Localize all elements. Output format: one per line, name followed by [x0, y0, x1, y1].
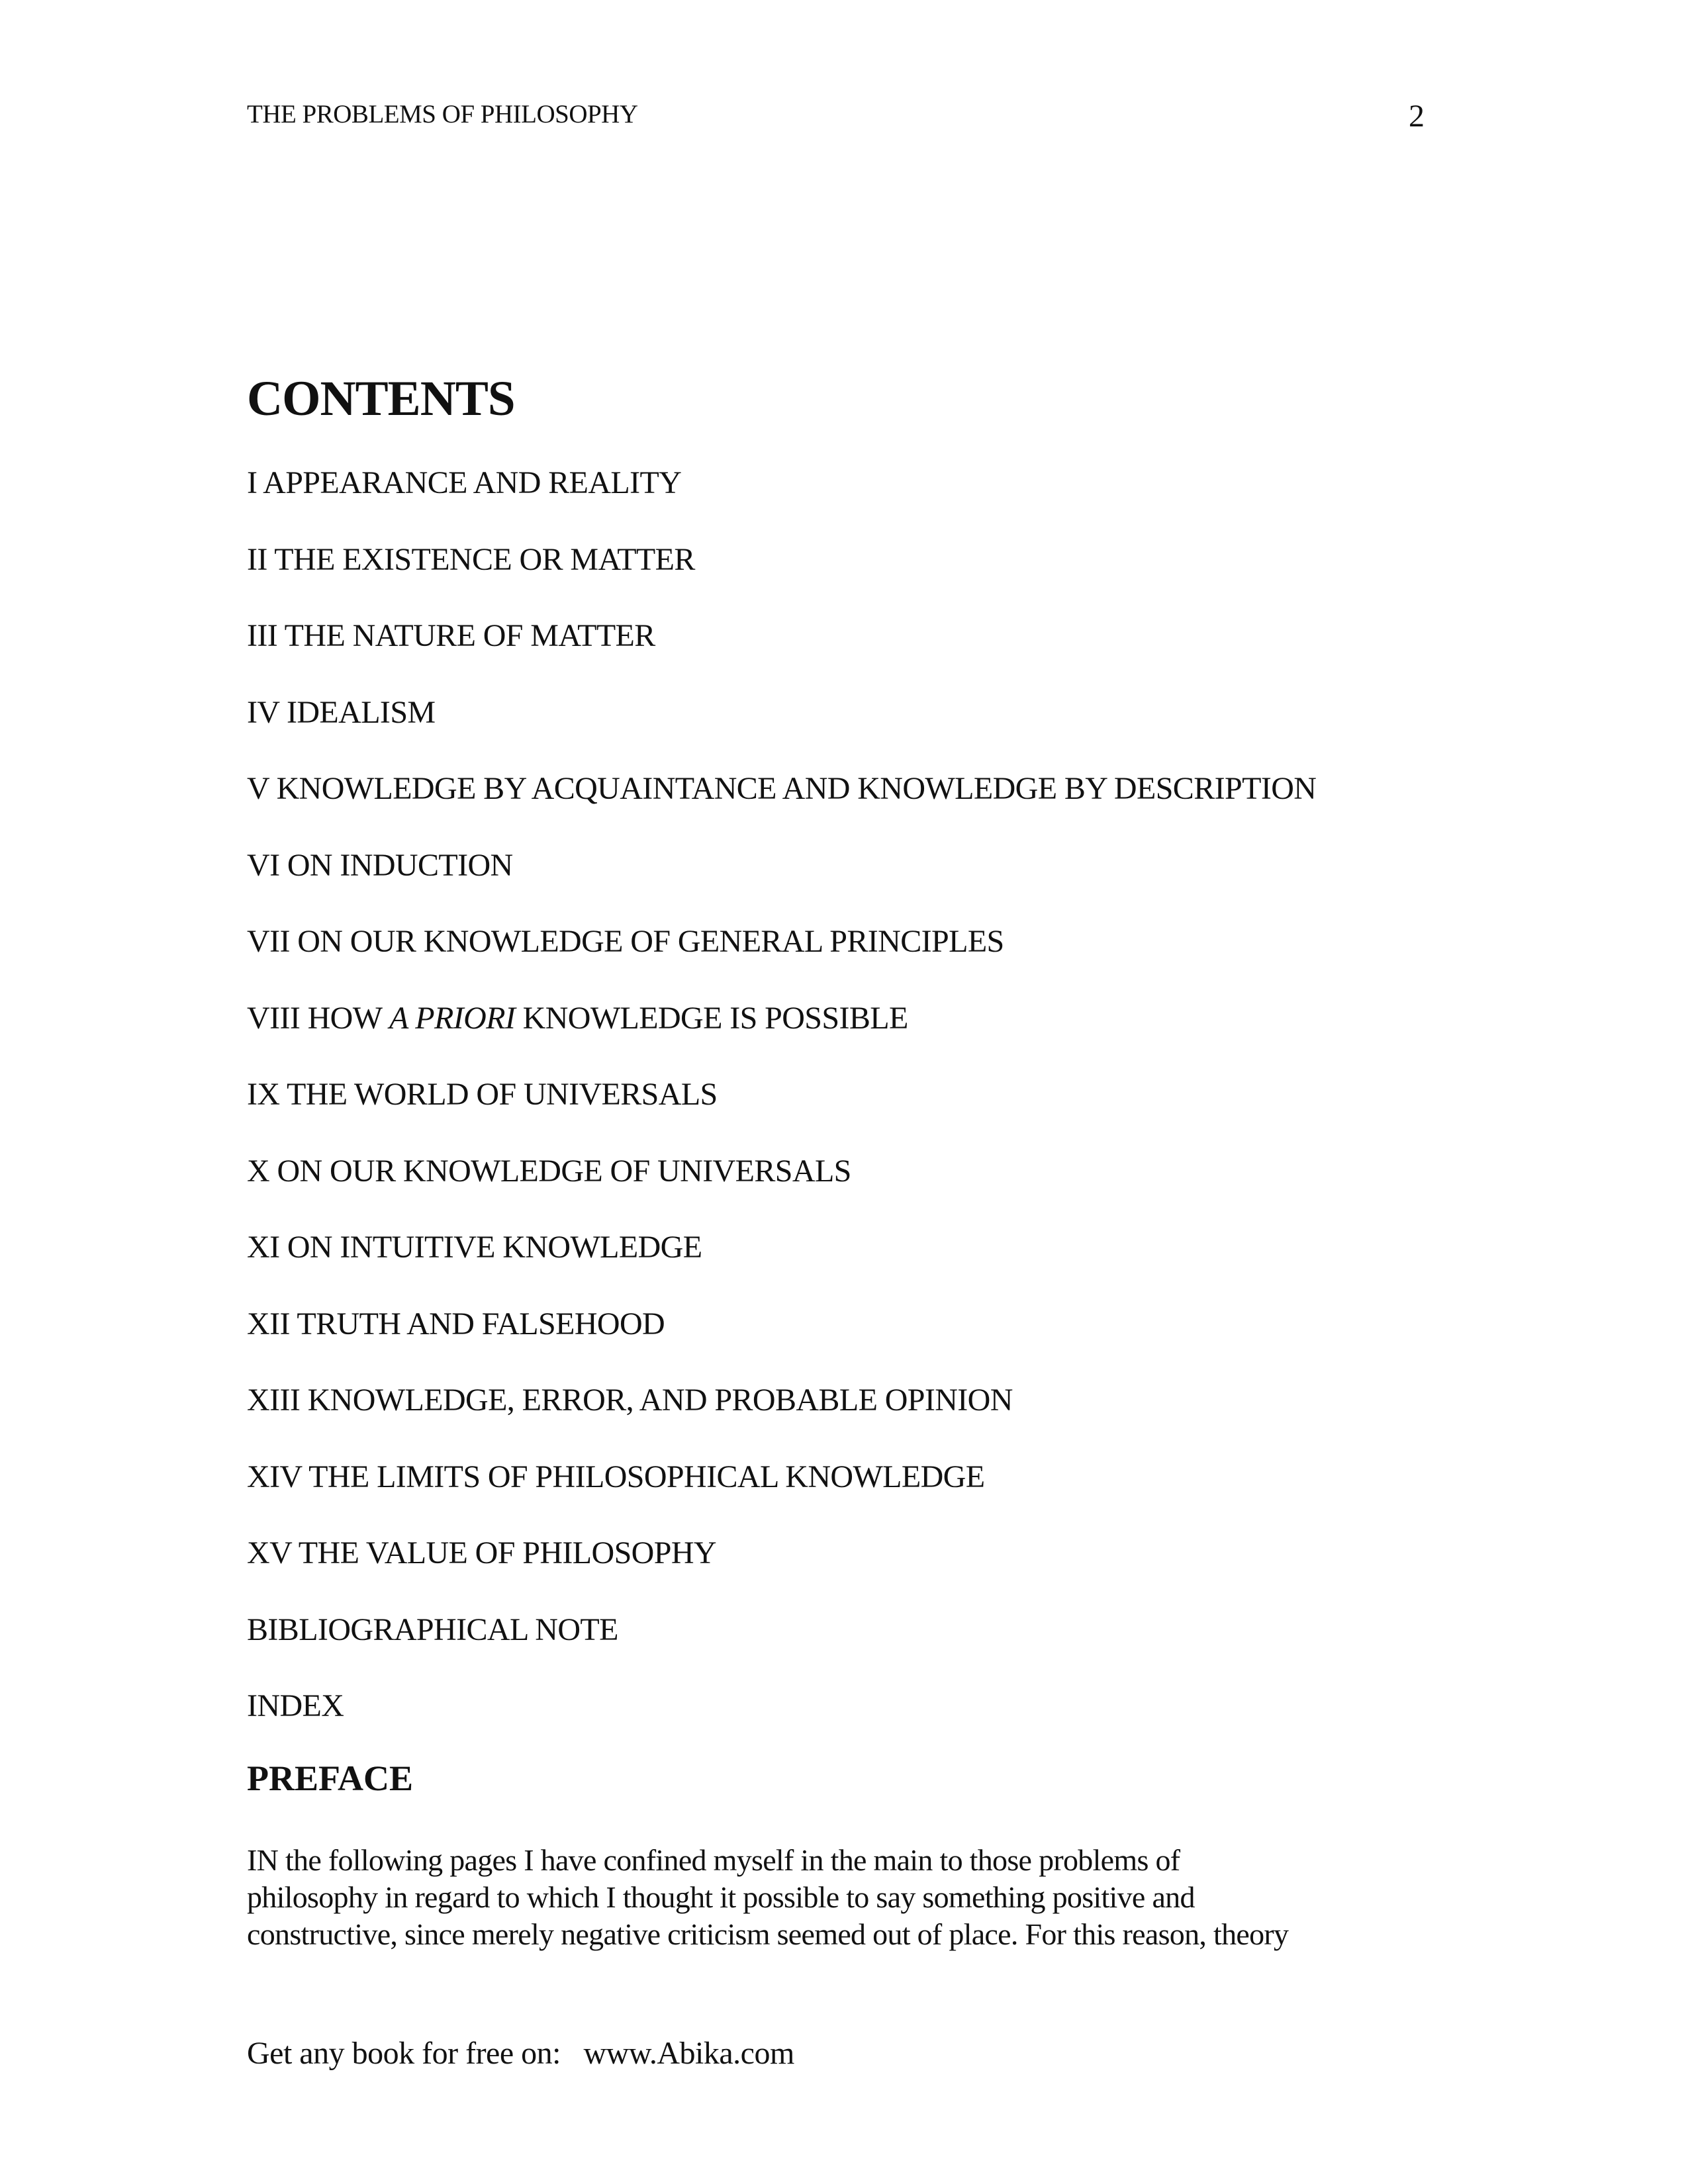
toc-item-chapter-4[interactable]: IV IDEALISM: [247, 694, 436, 730]
running-header: THE PROBLEMS OF PHILOSOPHY: [247, 100, 638, 128]
toc-item-chapter-14[interactable]: XIV THE LIMITS OF PHILOSOPHICAL KNOWLEDGE: [247, 1459, 985, 1494]
toc-item-chapter-7[interactable]: VII ON OUR KNOWLEDGE OF GENERAL PRINCIPLES: [247, 924, 1004, 959]
preface-line: IN the following pages I have confined myself in the main to those problems of: [247, 1843, 1180, 1877]
contents-heading: CONTENTS: [247, 371, 515, 426]
preface-line: philosophy in regard to which I thought it possible to say something positive and: [247, 1880, 1195, 1914]
preface-heading: PREFACE: [247, 1758, 413, 1798]
toc-item-text: VIII HOW: [247, 1000, 389, 1036]
toc-item-chapter-2[interactable]: II THE EXISTENCE OR MATTER: [247, 541, 695, 577]
toc-item-chapter-6[interactable]: VI ON INDUCTION: [247, 847, 513, 883]
toc-item-italic-text: A PRIORI: [389, 1000, 516, 1036]
toc-item-bibliographical-note[interactable]: BIBLIOGRAPHICAL NOTE: [247, 1612, 618, 1647]
toc-item-chapter-13[interactable]: XIII KNOWLEDGE, ERROR, AND PROBABLE OPINION: [247, 1383, 1013, 1418]
toc-item-text: KNOWLEDGE IS POSSIBLE: [515, 1000, 908, 1036]
toc-item-index[interactable]: INDEX: [247, 1688, 344, 1723]
toc-item-chapter-15[interactable]: XV THE VALUE OF PHILOSOPHY: [247, 1535, 716, 1570]
page-number: 2: [1409, 99, 1425, 134]
preface-line: constructive, since merely negative criticism seemed out of place. For this reason, theory: [247, 1917, 1289, 1951]
toc-item-chapter-11[interactable]: XI ON INTUITIVE KNOWLEDGE: [247, 1230, 702, 1265]
table-of-contents: [247, 463, 1316, 1763]
toc-item-chapter-9[interactable]: IX THE WORLD OF UNIVERSALS: [247, 1077, 718, 1112]
toc-item-chapter-5[interactable]: V KNOWLEDGE BY ACQUAINTANCE AND KNOWLEDGE BY DESCRIPTION: [247, 771, 1317, 806]
toc-item-chapter-8[interactable]: [247, 999, 1316, 1075]
toc-item-chapter-10[interactable]: X ON OUR KNOWLEDGE OF UNIVERSALS: [247, 1153, 851, 1189]
toc-item-chapter-3[interactable]: III THE NATURE OF MATTER: [247, 618, 655, 653]
toc-item-chapter-12[interactable]: XII TRUTH AND FALSEHOOD: [247, 1306, 665, 1342]
footer-promo-text: Get any book for free on: www.Abika.com: [247, 2036, 794, 2071]
preface-paragraph: [247, 1842, 1372, 1953]
toc-item-chapter-1[interactable]: I APPEARANCE AND REALITY: [247, 465, 682, 500]
